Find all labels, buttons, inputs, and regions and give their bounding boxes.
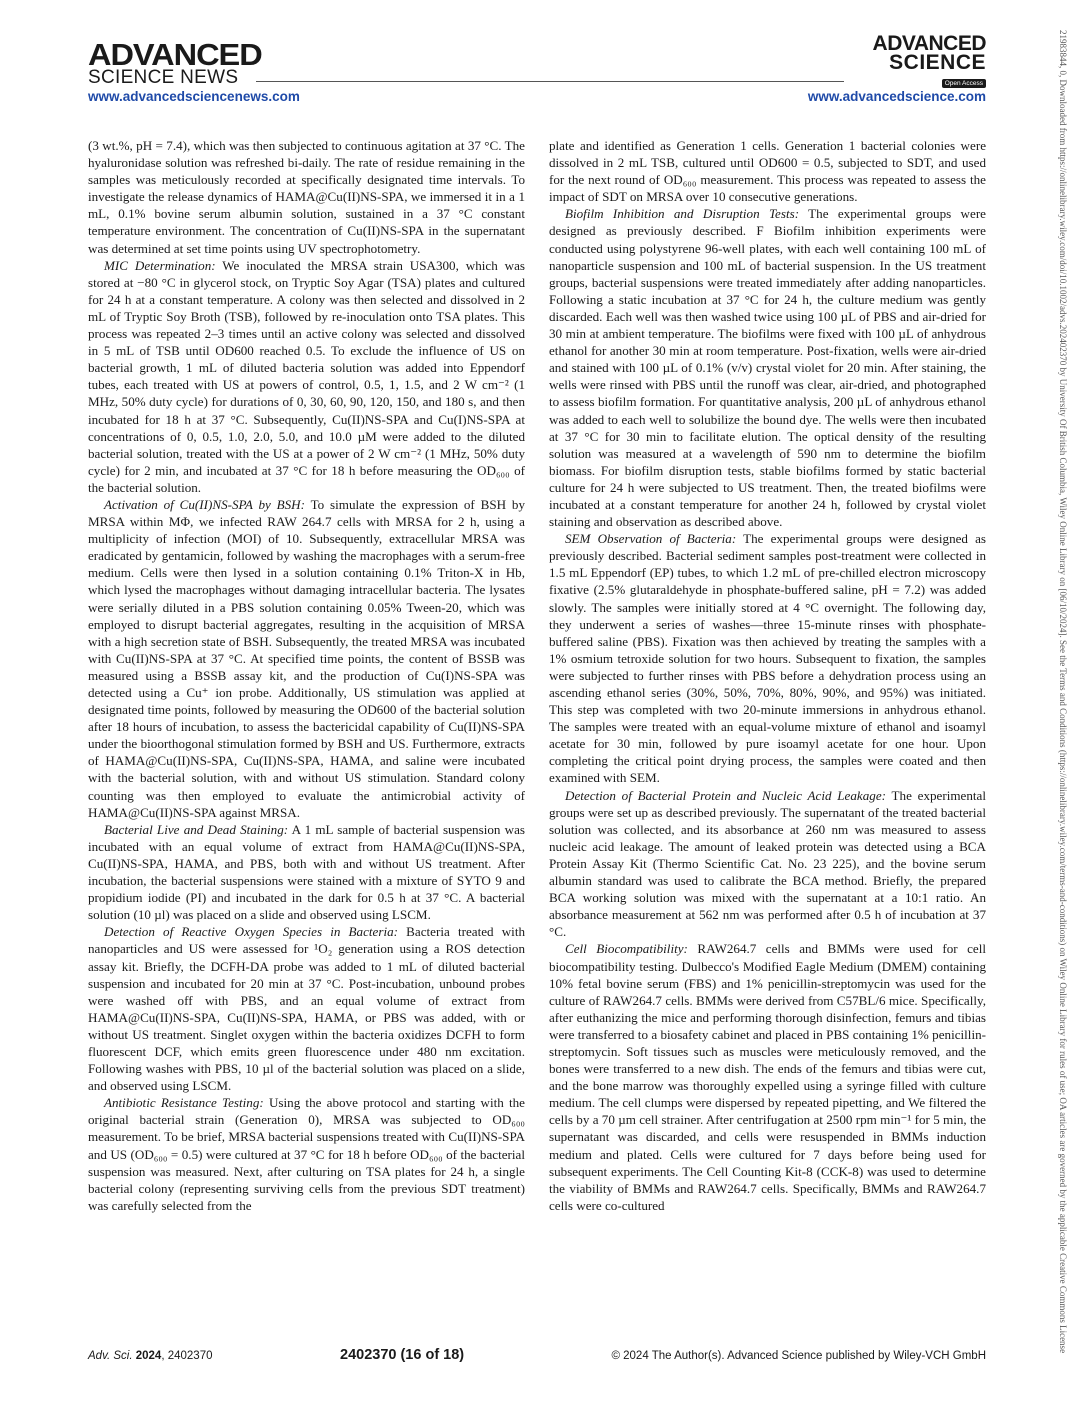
- open-access-badge: Open Access: [942, 79, 986, 88]
- section-heading: Activation of Cu(II)NS-SPA by BSH:: [104, 496, 305, 512]
- right-column: [549, 137, 986, 1214]
- publisher-url-link[interactable]: www.advancedsciencenews.com: [88, 89, 300, 104]
- journal-url-link[interactable]: www.advancedscience.com: [807, 89, 986, 104]
- paragraph-text: Using the above protocol and starting with the original bacterial strain (Generation 0), MRSA was subjected to OD₆₀₀ measurement. To be brief, MRSA bacterial suspensions treated with Cu(II)NS-SPA and US (OD₆₀₀ = 0.5) were cultured at 37 °C for 18 h before OD₆₀₀ of the bacterial suspension was measured. Next, after culturing on TSA plates for 24 h, a single bacterial colony (representing surviving cells from the previous SDT treatment) was carefully selected from the: [88, 1095, 525, 1213]
- section-heading: Biofilm Inhibition and Disruption Tests:: [565, 206, 800, 222]
- citation-year: 2024: [135, 1350, 162, 1362]
- paragraph: [88, 137, 525, 257]
- paragraph-text: RAW264.7 cells and BMMs were used for cell biocompatibility testing. Dulbecco's Modified Eagle Medium (DMEM) containing 10% fetal bovine serum (FBS) and 1% penicillin-streptomycin was used for the culture of RAW264.7 cells. BMMs were derived from C57BL/6 mice. Specifically, after euthanizing the mice and performing thorough disinfection, femurs and tibias were transferred to a biosafety cabinet and placed in PBS containing 1% penicillin-streptomycin. Soft tissues such as muscles were meticulously removed, and the bones were transferred to a new dish. The ends of the femurs and tibias were cut, and the bone marrow was thoroughly expelled using a syringe filled with culture medium. The cell clumps were dispersed by repeated pipetting, and We filtered the cells by a 70 µm cell strainer. After centrifugation at 2500 rpm min⁻¹ for 5 min, the supernatant was discarded, and cells were resuspended in BMMs induction medium and plated. Cells were cultured for 7 days before being used for subsequent experiments. The Cell Counting Kit-8 (CCK-8) was used to determine the viability of BMMs and RAW264.7 cells. Specifically, BMMs and RAW264.7 cells were co-cultured: [549, 941, 987, 1213]
- paragraph-text: A 1 mL sample of bacterial suspension was incubated with an equal volume of extract from HAMA@Cu(II)NS-SPA, Cu(II)NS-SPA, HAMA, and PBS, both with and without US treatment. After incubation, the bacterial suspensions were stained with a mixture of SYTO 9 and propidium iodide (PI) and incubated in the dark for 0.5 h at 37 °C. A bacterial solution (10 µl) was placed on a slide and observed using LSCM.: [88, 821, 525, 923]
- paragraph: [549, 530, 986, 786]
- section-heading: Detection of Reactive Oxygen Species in Bacteria:: [104, 924, 398, 940]
- paragraph-text: The experimental groups were designed as previously described. F Biofilm inhibition experiments were conducted using polystyrene 96-well plates, with each well containing 100 mL of nanoparticle suspension and 100 mL of bacterial suspension. In the US treatment groups, bacterial suspensions were treated immediately after adding nanoparticles. Following a static incubation at 37 °C for 24 h, the culture medium was gently discarded. Each well was then washed twice using 100 µL of PBS and air-dried for 30 min at ambient temperature. The biofilms were fixed with 100 µL of anhydrous ethanol for another 30 min at room temperature. Post-fixation, wells were air-dried and stained with 100 µL of 0.1% (v/v) crystal violet for 20 min. After staining, the wells were rinsed with PBS until the runoff was clear, air-dried, and photographed to assess biofilm formation. For quantitative analysis, 200 µL of anhydrous ethanol was added to each well to solubilize the bound dye. The wells were then incubated at 37 °C for 30 min to facilitate elution. The optical density of the resulting solution was measured at a wavelength of 590 nm to determine the biofilm biomass. For biofilm disruption tests, stable biofilms formed by static bacterial culture for 24 h were subjected to US treatment. Then, the treated biofilms were incubated at a constant temperature for another 24 h, followed by crystal violet staining and observation as described above.: [549, 206, 986, 530]
- journal-abbrev: Adv. Sci.: [88, 1350, 133, 1362]
- copyright-notice: © 2024 The Author(s). Advanced Science published by Wiley-VCH GmbH: [611, 1350, 986, 1362]
- section-heading: Bacterial Live and Dead Staining:: [104, 821, 289, 837]
- paragraph: [549, 137, 986, 205]
- article-id: , 2402370: [161, 1350, 213, 1362]
- paragraph: [549, 205, 986, 530]
- section-heading: Detection of Bacterial Protein and Nucleic Acid Leakage:: [565, 787, 886, 803]
- publisher-logo-line1: ADVANCED: [88, 37, 262, 72]
- section-heading: Antibiotic Resistance Testing:: [104, 1095, 264, 1111]
- paragraph-text: The experimental groups were designed as previously described. Bacterial sediment samples post-treatment were collected in 1.5 mL Eppendorf (EP) tubes, to which 1.2 mL of pre-chilled electron microscopy fixative (2.5% glutaraldehyde in phosphate-buffered saline, pH = 7.2) was added slowly. The samples were initially stored at 4 °C overnight. The following day, they underwent a series of washes—three 15-minute rinses with phosphate-buffered saline (PBS). Fixation was then achieved by treating the samples with a 1% osmium tetroxide solution for two hours. Subsequent to fixation, the samples were subjected to further rinses with PBS before a dehydration process using an ascending ethanol series (30%, 50%, 70%, 80%, 90%, and 95%) was initiated. This step was completed with two 20-minute immersions in anhydrous ethanol. The samples were treated with an equal-volume mixture of ethanol and isoamyl acetate for 30 min, followed by pure isoamyl acetate for one hour. Upon completing the critical point drying process, the samples were coated and then examined with SEM.: [549, 531, 987, 786]
- header-rule: [256, 81, 844, 82]
- footer-citation: [88, 1350, 213, 1362]
- paragraph: [88, 496, 525, 821]
- publisher-logo-line2: SCIENCE NEWS: [88, 67, 239, 88]
- paragraph-text: The experimental groups were set up as described previously. The supernatant of the treated bacterial solution was collected, and its absorbance at 260 nm was measured to assess nucleic acid leakage. The amount of leaked protein was detected using a BCA Protein Assay Kit (Thermo Scientific Cat. No. 23 225), and the bovine serum albumin standard was used to calibrate the BCA method. Briefly, the prepared BCA working solution was mixed with the supernatant at a 10:1 ratio. An absorbance measurement at 562 nm was performed after 0.5 h of incubation at 37 °C.: [549, 787, 986, 940]
- paragraph-text: Bacteria treated with nanoparticles and US were assessed for ¹O₂ generation using a ROS detection assay kit. Briefly, the DCFH-DA probe was added to 1 mL of diluted bacterial suspension and incubated for 20 min at 37 °C. Post-incubation, unbound probes were washed off with PBS, and an equal volume of extract from HAMA@Cu(II)NS-SPA, Cu(II)NS-SPA, HAMA, or PBS was added, with or without US treatment. Singlet oxygen within the bacteria oxidizes DCFH to form fluorescent DCF, which emits green fluorescence under 480 nm excitation. Following washes with PBS, 10 µl of the bacterial solution was placed on a slide, and observed using LSCM.: [88, 924, 526, 1094]
- journal-logo-line2: SCIENCE: [889, 51, 986, 74]
- page-number: 2402370 (16 of 18): [340, 1347, 465, 1363]
- paragraph: [549, 940, 986, 1214]
- section-heading: Cell Biocompatibility:: [565, 941, 688, 957]
- paragraph: [88, 923, 525, 1094]
- journal-logo: [848, 34, 986, 90]
- section-heading: SEM Observation of Bacteria:: [565, 531, 737, 547]
- paragraph-text: plate and identified as Generation 1 cells. Generation 1 bacterial colonies were dissolved in 2 mL TSB, cultured until OD600 = 0.5, subjected to SDT, and used for the next round of OD₆₀₀ measurement. This process was repeated to assess the impact of SDT on MRSA over 10 consecutive generations.: [549, 138, 986, 205]
- section-heading: MIC Determination:: [104, 257, 216, 273]
- publisher-logo: [88, 37, 268, 88]
- paragraph: [88, 1094, 525, 1214]
- download-side-note: [1052, 30, 1068, 1390]
- paragraph-text: We inoculated the MRSA strain USA300, which was stored at −80 °C in glycerol stock, on Tryptic Soy Agar (TSA) plates and cultured for 24 h at a constant temperature. A colony was then selected and dissolved in 2 mL of Tryptic Soy Broth (TSB), followed by re-inoculation onto TSA plates. This process was repeated 2–3 times until an active colony was selected and dissolved in 5 mL of TSB until OD600 reached 0.5. To exclude the influence of US on bacterial growth, 1 mL of diluted bacteria solution was added into Eppendorf tubes, each treated with US at powers of control, 0.5, 1, 1.5, and 2 W cm⁻² (1 MHz, 50% duty cycle) for durations of 0, 30, 60, 90, 120, 150, and 180 s, and then incubated for 18 h at 37 °C. Subsequently, Cu(II)NS-SPA and Cu(I)NS-SPA at concentrations of 0, 0.5, 1.0, 2.0, 5.0, and 10.0 µM were added to the diluted bacterial solution, treated with the US at a power of 2 W cm⁻² (1 MHz, 50% duty cycle) for 2 min, and incubated at 37 °C for 18 h before measuring the OD₆₀₀ of the bacterial solution.: [88, 257, 525, 495]
- paragraph-text: (3 wt.%, pH = 7.4), which was then subjected to continuous agitation at 37 °C. The hyaluronidase solution was refreshed bi-daily. The rate of residue remaining in the samples was meticulously recorded at specifically designated time intervals. To investigate the release dynamics of HAMA@Cu(II)NS-SPA, we immersed it in a 1 mL, 0.1% bovine serum albumin solution, sustained in a 37 °C constant temperature environment. The concentration of Cu(II)NS-SPA in the supernatant was determined at set time points using UV spectrophotometry.: [88, 138, 525, 256]
- paragraph-text: To simulate the expression of BSH by MRSA within MΦ, we infected RAW 264.7 cells with MRSA for 2 h, using a multiplicity of infection (MOI) of 10. Subsequently, extracellular MRSA was eradicated by gentamicin, followed by washing the macrophages with a serum-free medium. Cells were then lysed in a solution containing 0.1% Triton-X in Hb, which lysed the macrophages without damaging intracellular bacteria. The lysates were serially diluted in a PBS solution containing 0.05% Tween-20, which was employed to disrupt bacterial aggregates, resulting in the acquisition of MRSA with a high secretion state of BSH. Subsequently, the treated MRSA was incubated with Cu(II)NS-SPA at 37 °C. At specified time points, the content of BSSB was measured using a BSSB assay kit, and the production of Cu(I)NS-SPA was detected using a Cu⁺ ion probe. Additionally, US stimulation was applied at designated time points, followed by measuring the OD600 of the bacterial solution after 18 hours of incubation, to assess the bactericidal capability of Cu(II)NS-SPA under the bioorthogonal stimulation formed by BSH and US. Furthermore, extracts of HAMA@Cu(II)NS-SPA, Cu(II)NS-SPA, HAMA, and saline were incubated with the bacterial solution, with and without US stimulation. Standard colony counting was then employed to evaluate the antimicrobial activity of HAMA@Cu(II)NS-SPA against MRSA.: [88, 496, 525, 820]
- side-note-text: 21983844, 0, Downloaded from https://onlinelibrary.wiley.com/doi/10.1002/advs.202402370 by University Of British Columbia, Wiley Online Library on [06/10/2024]. See the Terms and Conditions (https://onlinelibrary.wiley.com/terms-and-conditions) on Wiley Online Library for rules of use; OA articles are governed by the applicable Creative Commons License: [1058, 30, 1068, 1354]
- paragraph: [549, 787, 986, 941]
- left-column: [88, 137, 525, 1214]
- paragraph: [88, 821, 525, 924]
- journal-logo-line1: ADVANCED: [872, 32, 986, 55]
- paragraph: [88, 257, 525, 496]
